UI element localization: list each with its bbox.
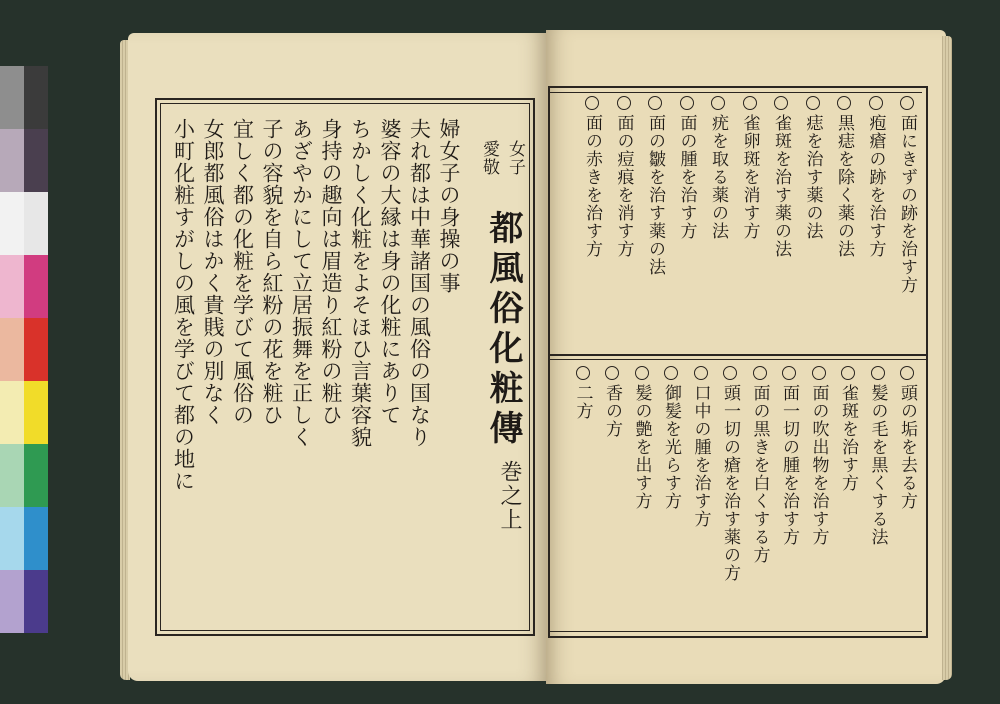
list-bullet-icon [871,366,885,380]
body-text-column: ちかしく化粧をよそほひ言葉容貌 [348,118,373,448]
list-bullet-icon [900,366,914,380]
list-bullet-icon [869,96,883,110]
list-item: 雀斑を治す方 [838,384,858,492]
color-swatch [24,381,48,444]
list-bullet-icon [837,96,851,110]
list-item: 面の痘痕を消す方 [613,114,634,258]
body-text-column: 婆容の大縁は身の化粧にありて [378,118,402,426]
list-bullet-icon [806,96,820,110]
body-text-column: 女郎都風俗はかく貴賎の別なく [201,118,225,426]
book-title: 都風俗化粧傳 [483,210,523,450]
color-swatch [24,66,48,129]
list-item: 疣を取る薬の法 [708,114,728,240]
list-bullet-icon [648,96,662,110]
list-item: 雀斑を治す薬の法 [771,114,791,258]
color-swatch [24,255,48,318]
body-text-column: 身持の趣向は眉造り紅粉の粧ひ [319,118,343,426]
list-item: 御髪を光らす方 [661,384,681,510]
color-swatch [0,255,24,318]
list-bullet-icon [585,96,599,110]
color-swatch [0,318,24,381]
list-item: 面の吹出物を治す方 [808,384,829,546]
list-item: 髪の毛を黒くする法 [867,384,888,546]
list-bullet-icon [900,96,914,110]
list-bullet-icon [635,366,649,380]
right-page-divider [548,354,926,360]
list-item: 痣を治す薬の法 [802,114,823,240]
color-swatch [0,444,24,507]
list-bullet-icon [680,96,694,110]
color-swatch [0,507,24,570]
list-item: 面の黒きを白くする方 [749,384,770,564]
color-swatch [0,66,24,129]
color-swatch [24,129,48,192]
list-item: 黒痣を除く薬の法 [834,114,854,258]
list-item: 口中の腫を治す方 [690,384,711,528]
color-swatch [24,318,48,381]
list-item: 面の赤きを治す方 [582,114,602,258]
list-item: 面一切の腫を治す方 [779,384,799,546]
list-item: 髪の艶を出す方 [631,384,652,510]
body-text-column: 夫れ都は中華諸国の風俗の国なり [407,118,432,448]
list-bullet-icon [812,366,826,380]
list-bullet-icon [774,96,788,110]
color-swatch [0,570,24,633]
color-swatch [0,192,24,255]
color-swatch [24,444,48,507]
color-swatch [0,381,24,444]
list-bullet-icon [743,96,757,110]
list-bullet-icon [753,366,767,380]
list-item: 雀卵斑を消す方 [739,114,760,240]
subtitle-label: 愛敬 [479,140,499,176]
list-item: 疱瘡の跡を治す方 [865,114,886,258]
list-bullet-icon [694,366,708,380]
body-text-column: 婦女子の身操の事 [437,118,461,294]
color-swatch [24,507,48,570]
right-page-edges [942,36,952,680]
list-bullet-icon [782,366,796,380]
category-label: 女子 [505,140,525,176]
list-bullet-icon [841,366,855,380]
color-swatch [24,570,48,633]
color-calibration-strip [0,66,48,632]
body-text-column: 小町化粧すがしの風を学びて都の地に [171,118,196,492]
list-bullet-icon [711,96,725,110]
body-text-column: 子の容貌を自ら紅粉の花を粧ひ [260,118,284,426]
list-bullet-icon [723,366,737,380]
list-item: 頭一切の瘡を治す薬の方 [720,384,740,582]
list-bullet-icon [664,366,678,380]
body-text-column: 宜しく都の化粧を学びて風俗の [230,118,255,426]
list-item: 面の腫を治す方 [676,114,697,240]
color-swatch [0,129,24,192]
list-item: 香の方 [602,384,622,438]
volume-label: 巻之上 [497,460,522,532]
list-item: 頭の垢を去る方 [897,384,917,510]
list-bullet-icon [576,366,590,380]
list-bullet-icon [617,96,631,110]
list-item: 面の皺を治す薬の法 [645,114,665,276]
color-swatch [24,192,48,255]
body-text-column: あざやかにして立居振舞を正しく [289,118,314,448]
list-item: 面にきずの跡を治す方 [897,114,917,294]
list-item: 二方 [572,384,593,420]
list-bullet-icon [605,366,619,380]
